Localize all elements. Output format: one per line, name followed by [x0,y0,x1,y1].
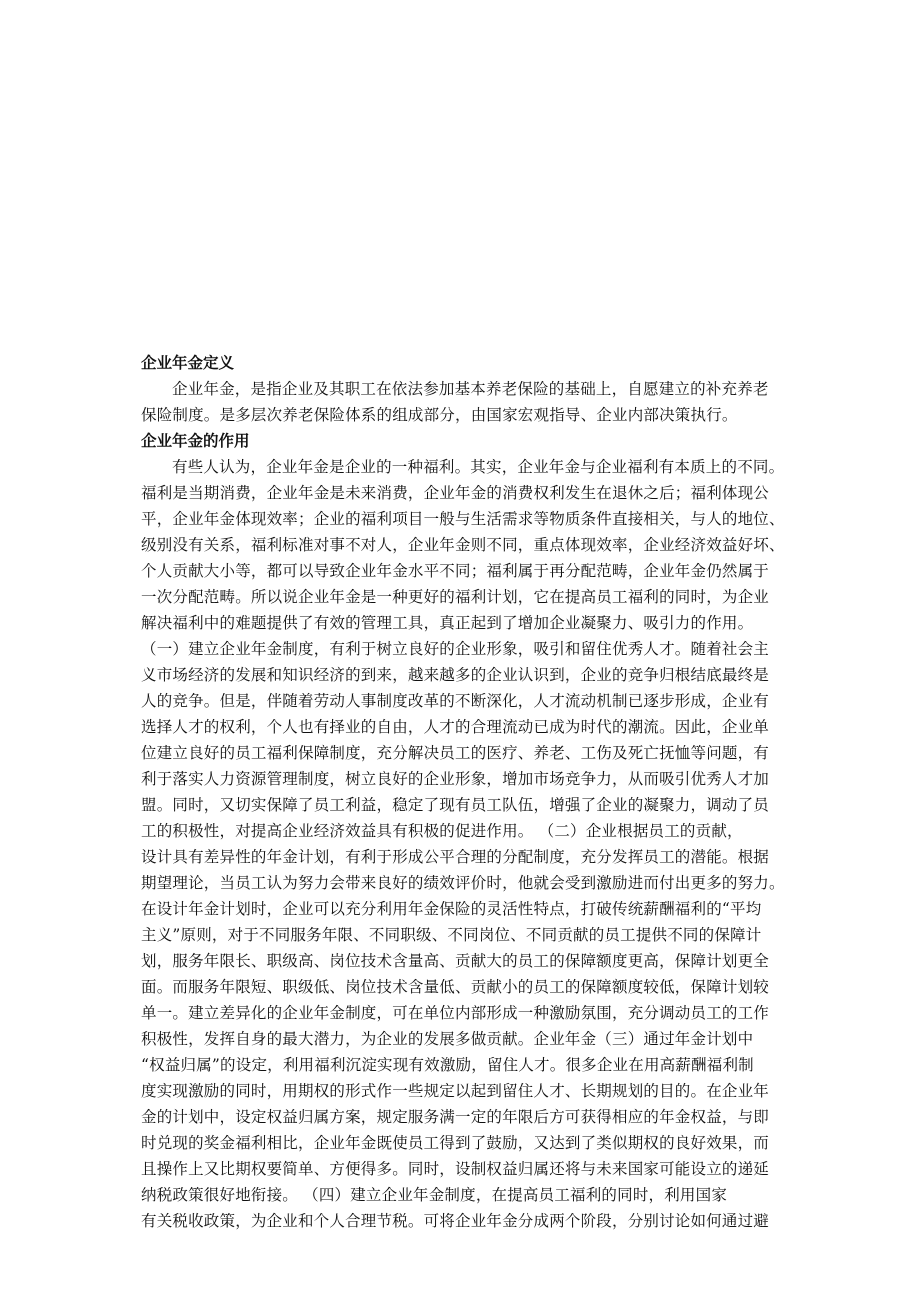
text-line: 保险制度。是多层次养老保险体系的组成部分，由国家宏观指导、企业内部决策执行。 [141,406,738,424]
text-line: 设计具有差异性的年金计划，有利于形成公平合理的分配制度，充分发挥员工的潜能。根据 [141,848,770,866]
text-line: 纳税政策很好地衔接。 （四）建立企业年金制度，在提高员工福利的同时，利用国家 [141,1186,728,1204]
text-line: “权益归属”的设定，利用福利沉淀实现有效激励，留住人才。很多企业在用高薪酬福利制 [141,1056,754,1074]
text-line: 盟。同时，又切实保障了员工利益，稳定了现有员工队伍，增强了企业的凝聚力，调动了员 [141,796,770,814]
text-line: 单一。建立差异化的企业年金制度，可在单位内部形成一种激励氛围，充分调动员工的工作 [141,1004,770,1022]
text-line: 平，企业年金体现效率；企业的福利项目一般与生活需求等物质条件直接相关，与人的地位、 [141,510,785,528]
text-line: 义市场经济的发展和知识经济的到来，越来越多的企业认识到，企业的竞争归根结底最终是 [141,666,770,684]
text-line: 人的竞争。但是，伴随着劳动人事制度改革的不断深化，人才流动机制已逐步形成，企业有 [141,692,770,710]
text-line: 利于落实人力资源管理制度，树立良好的企业形象，增加市场竞争力，从而吸引优秀人才加 [141,770,770,788]
text-line: 企业年金，是指企业及其职工在依法参加基本养老保险的基础上，自愿建立的补充养老 [172,380,769,398]
text-line: 位建立良好的员工福利保障制度，充分解决员工的医疗、养老、工伤及死亡抚恤等问题，有 [141,744,770,762]
text-line: 时兑现的奖金福利相比，企业年金既使员工得到了鼓励，又达到了类似期权的良好效果，而 [141,1134,770,1152]
text-line: 工的积极性，对提高企业经济效益具有积极的促进作用。 （二）企业根据员工的贡献， [141,822,743,840]
document-body [141,350,786,1234]
text-line: 福利是当期消费，企业年金是未来消费，企业年金的消费权利发生在退休之后；福利体现公 [141,484,770,502]
text-line: 主义”原则，对于不同服务年限、不同职级、不同岗位、不同贡献的员工提供不同的保障计 [141,926,762,944]
definition-paragraph [141,376,786,428]
text-line: 期望理论，当员工认为努力会带来良好的绩效评价时，他就会受到激励进而付出更多的努力。 [141,874,785,892]
text-line: 一次分配范畴。所以说企业年金是一种更好的福利计划，它在提高员工福利的同时，为企业 [141,588,770,606]
text-line: 划，服务年限长、职级高、岗位技术含量高、贡献大的员工的保障额度更高，保障计划更全 [141,952,770,970]
text-line: 且操作上又比期权要简单、方便得多。同时，设制权益归属还将与未来国家可能设立的递延 [141,1160,770,1178]
text-line: 级别没有关系，福利标准对事不对人，企业年金则不同，重点体现效率，企业经济效益好坏、 [141,536,785,554]
text-line: 解决福利中的难题提供了有效的管理工具，真正起到了增加企业凝聚力、吸引力的作用。 [141,614,754,632]
text-line: 在设计年金计划时，企业可以充分利用年金保险的灵活性特点，打破传统薪酬福利的“平均 [141,900,762,918]
text-line: 面。而服务年限短、职级低、岗位技术含量低、贡献小的员工的保障额度较低，保障计划较 [141,978,770,996]
role-paragraph [141,454,786,1234]
section-heading-role: 企业年金的作用 [141,432,250,450]
text-line: 度实现激励的同时，用期权的形式作一些规定以起到留住人才、长期规划的目的。在企业年 [141,1082,770,1100]
text-line: 选择人才的权利，个人也有择业的自由，人才的合理流动已成为时代的潮流。因此，企业单 [141,718,770,736]
text-line: 有些人认为，企业年金是企业的一种福利。其实，企业年金与企业福利有本质上的不同。 [172,458,785,476]
section-heading-definition: 企业年金定义 [141,354,235,372]
text-line: 金的计划中，设定权益归属方案，规定服务满一定的年限后方可获得相应的年金权益，与即 [141,1108,770,1126]
text-line: 有关税收政策，为企业和个人合理节税。可将企业年金分成两个阶段，分别讨论如何通过避 [141,1212,770,1230]
text-line: 个人贡献大小等，都可以导致企业年金水平不同；福利属于再分配范畴，企业年金仍然属于 [141,562,770,580]
text-line: （一）建立企业年金制度，有利于树立良好的企业形象，吸引和留住优秀人才。随着社会主 [141,640,770,658]
text-line: 积极性，发挥自身的最大潜力，为企业的发展多做贡献。企业年金（三）通过年金计划中 [141,1030,754,1048]
